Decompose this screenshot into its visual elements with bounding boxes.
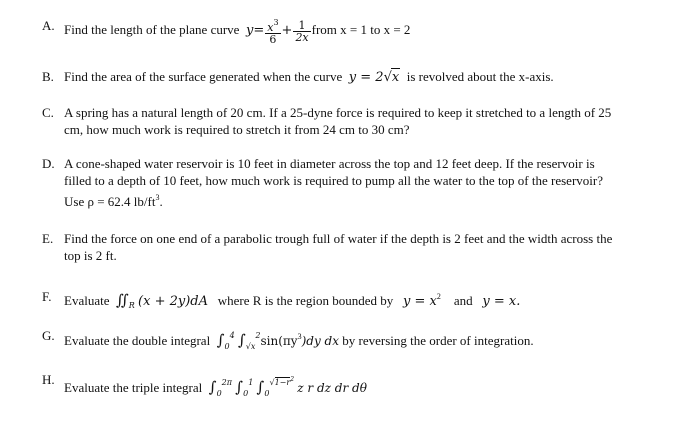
sqrt-sign: √	[383, 70, 392, 85]
fraction-1-over-2x	[293, 20, 310, 43]
integrand-function: sin(πy	[260, 334, 298, 348]
outer-upper-limit: 4	[229, 331, 235, 340]
fraction-denominator: 6	[269, 33, 277, 46]
exponent: 2	[290, 376, 295, 383]
equation-lhs: y = 2	[348, 70, 384, 85]
fraction-x-cubed-over-6	[265, 17, 280, 45]
problem-d-line-3	[64, 189, 666, 210]
problem-a-text-before: Find the length of the plane curve	[64, 21, 240, 37]
integral-2-lower-limit: 0	[243, 389, 249, 398]
problem-d-line-2: filled to a depth of 10 feet, how much work is required to pump all the water to the top of the reservoir?	[64, 173, 603, 188]
problem-b	[42, 68, 666, 86]
inner-lower-sqrt-arg: x	[250, 342, 256, 351]
problem-text	[64, 230, 666, 264]
region-subscript: R	[128, 301, 135, 310]
exponent: 3	[297, 332, 302, 341]
integral-3-lower-limit: 0	[264, 389, 270, 398]
problem-a-text-after: from x = 1 to x = 2	[311, 21, 411, 37]
problem-b-text-before: Find the area of the surface generated when the curve	[64, 69, 343, 84]
integral-sign-3: ∫	[256, 378, 265, 396]
problem-label: C.	[42, 105, 54, 120]
sqrt-argument: x	[391, 70, 400, 85]
and-word: and	[453, 293, 473, 308]
fraction-numerator: x	[267, 21, 274, 34]
outer-lower-limit: 0	[224, 342, 230, 351]
exponent: 3	[155, 193, 160, 202]
problem-g-text-before: Evaluate the double integral	[64, 333, 211, 348]
problem-text	[64, 327, 666, 355]
problem-f-text-before: Evaluate	[64, 293, 110, 308]
problem-text	[64, 104, 666, 138]
problem-g-text-after: by reversing the order of integration.	[342, 333, 534, 348]
integrand: z r dz dr dθ	[297, 381, 367, 395]
problem-f	[42, 288, 666, 314]
integral-sign-1: ∫	[208, 378, 217, 396]
curve-2: y = x.	[482, 294, 521, 309]
problem-text	[64, 371, 666, 402]
problem-d-line-1: A cone-shaped water reservoir is 10 feet in diameter across the top and 12 feet deep. If the reservoir is	[64, 156, 595, 171]
problem-c	[42, 104, 666, 138]
problem-label: B.	[42, 69, 54, 84]
equation-equals: =	[253, 22, 265, 38]
problem-label: G.	[42, 328, 55, 343]
problem-text	[64, 17, 666, 45]
problem-text	[64, 68, 666, 86]
exponent: 2	[436, 292, 441, 301]
problem-d	[42, 155, 666, 210]
curve-1: y = x	[402, 294, 437, 309]
double-integral-sign: ∬	[115, 291, 129, 309]
inner-lower-limit: √x	[245, 342, 256, 351]
problem-label: H.	[42, 372, 55, 387]
fraction-numerator: 1	[293, 20, 310, 32]
problem-c-line-1: A spring has a natural length of 20 cm. If a 25-dyne force is required to keep it stretched to a length of 25	[64, 105, 612, 120]
problem-c-line-2: cm, how much work is required to stretch it from 24 cm to 30 cm?	[64, 122, 410, 137]
integral-2-upper-limit: 1	[248, 378, 254, 387]
problem-text	[64, 155, 666, 210]
exponent: 3	[273, 18, 279, 27]
plus-sign: +	[281, 22, 293, 38]
problem-text	[64, 288, 666, 314]
density-text: Use ρ = 62.4 lb/ft	[64, 194, 156, 209]
fraction-denominator: 2x	[295, 30, 309, 44]
problem-e-line-2: top is 2 ft.	[64, 248, 117, 263]
problem-h	[42, 371, 666, 402]
problem-label: E.	[42, 231, 54, 246]
integral-1-lower-limit: 0	[216, 389, 222, 398]
integral-3-upper-sqrt-arg: 1−r	[274, 378, 291, 387]
equation-y: y	[245, 22, 254, 38]
problem-label: F.	[42, 289, 52, 304]
problem-e	[42, 230, 666, 264]
problem-a	[42, 17, 666, 45]
inner-upper-limit: 2	[255, 331, 261, 340]
problem-e-line-1: Find the force on one end of a parabolic trough full of water if the depth is 2 feet and the width across the	[64, 231, 613, 246]
integral-1-upper-limit: 2π	[221, 378, 233, 387]
integral-sign-2: ∫	[235, 378, 244, 396]
integral-sign-outer: ∫	[216, 331, 225, 349]
problem-label: A.	[42, 18, 55, 33]
problem-f-text-mid: where R is the region bounded by	[217, 293, 394, 308]
integral-sign-inner: ∫	[237, 331, 246, 349]
problem-h-text-before: Evaluate the triple integral	[64, 380, 203, 395]
problem-b-text-after: is revolved about the x-axis.	[406, 69, 554, 84]
integrand-rest: )dy dx	[301, 334, 339, 348]
integrand: (x + 2y)dA	[138, 294, 209, 309]
problem-g	[42, 327, 666, 355]
integral-3-upper-limit: √1−r2	[269, 376, 295, 387]
problem-label: D.	[42, 156, 55, 171]
period: .	[159, 194, 163, 209]
